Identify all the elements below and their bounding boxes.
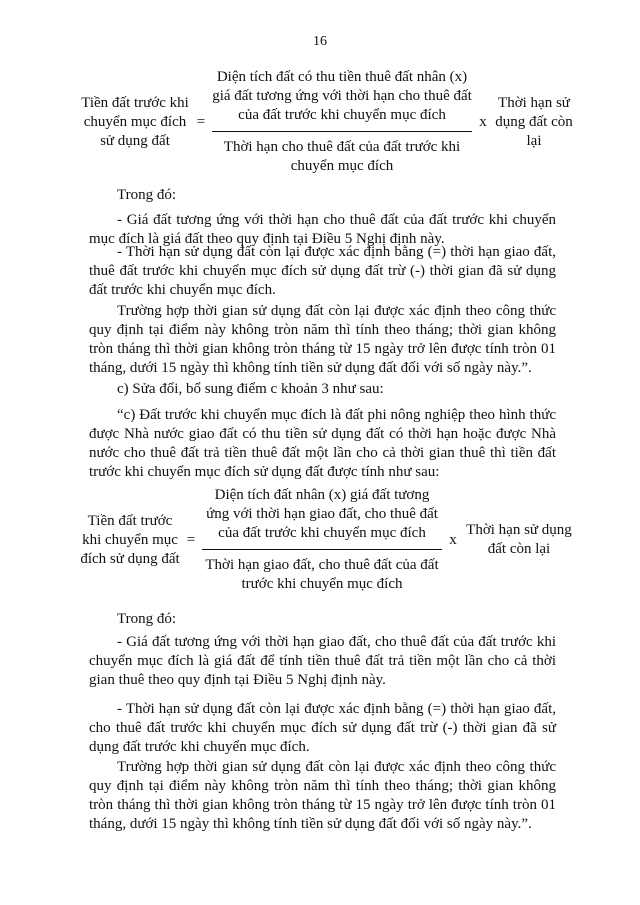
paragraph-truong-hop-2: Trường hợp thời gian sử dụng đất còn lại được xác định theo công thức quy định tại điểm này không tròn năm thì tính theo tháng; thời gian không tròn tháng thì thời gian không tròn tháng từ 15 ngày trở lên được tính tròn 01 tháng, dưới 15 ngày thì không tính tiền sử dụng đất đối với số ngày này.”. — [89, 759, 556, 832]
formula-2-lhs: Tiền đất trước khi chuyển mục đích sử dụng đất — [80, 512, 180, 567]
formula-1-equals: = — [196, 113, 206, 130]
formula-1-numerator: Diện tích đất có thu tiền thuê đất nhân (x) giá đất tương ứng với thời hạn cho thuê đất của đất trước khi chuyển mục đích — [212, 68, 472, 132]
formula-1-lhs: Tiền đất trước khi chuyển mục đích sử dụng đất — [81, 94, 189, 149]
formula-2-denominator: Thời hạn giao đất, cho thuê đất của đất trước khi chuyển mục đích — [205, 557, 439, 592]
formula-2-times: x — [449, 531, 457, 548]
paragraph-trong-do-2: Trong đó: — [117, 611, 177, 627]
paragraph-gia-dat-1: - Giá đất tương ứng với thời hạn cho thuê đất của đất trước khi chuyển mục đích là giá đất theo quy định tại Điều 5 Nghị định này. — [89, 212, 556, 247]
formula-2-fraction — [202, 486, 442, 594]
paragraph-sua-doi: c) Sửa đổi, bổ sung điểm c khoản 3 như sau: — [117, 381, 384, 397]
page-number: 16 — [313, 34, 327, 49]
paragraph-truong-hop-1: Trường hợp thời gian sử dụng đất còn lại được xác định theo công thức quy định tại điểm này không tròn năm thì tính theo tháng; thời gian không tròn tháng thì thời gian không tròn tháng từ 15 ngày trở lên được tính tròn 01 tháng, dưới 15 ngày thì không tính tiền sử dụng đất đối với số ngày này.”. — [89, 303, 556, 376]
paragraph-diem-c: “c) Đất trước khi chuyển mục đích là đất phi nông nghiệp theo hình thức được Nhà nước giao đất có thu tiền sử dụng đất có thời hạn hoặc được Nhà nước cho thuê đất trả tiền thuê đất một lần cho cả thời gian thuê thì tiền đất trước khi chuyển mục đích sử dụng đất được tính như sau: — [89, 407, 556, 480]
formula-2-rhs: Thời hạn sử dụng đất còn lại — [466, 522, 572, 557]
formula-1-fraction — [212, 68, 472, 176]
formula-1 — [80, 66, 600, 178]
paragraph-trong-do-1: Trong đó: — [117, 187, 177, 203]
formula-1-times: x — [479, 113, 487, 130]
formula-2-equals: = — [186, 531, 196, 548]
paragraph-thoi-han-2: - Thời hạn sử dụng đất còn lại được xác định bằng (=) thời hạn giao đất, cho thuê đất trước khi chuyển mục đích sử dụng đất trừ (-) thời gian đã sử dụng đất trước khi chuyển mục đích. — [89, 701, 556, 755]
formula-1-rhs: Thời hạn sử dụng đất còn lại — [495, 94, 573, 149]
formula-1-denominator: Thời hạn cho thuê đất của đất trước khi chuyển mục đích — [223, 139, 461, 174]
formula-2-numerator: Diện tích đất nhân (x) giá đất tương ứng với thời hạn giao đất, cho thuê đất của đất trước khi chuyển mục đích — [202, 486, 442, 550]
paragraph-thoi-han-1: - Thời hạn sử dụng đất còn lại được xác định bằng (=) thời hạn giao đất, thuê đất trước khi chuyển mục đích sử dụng đất trừ (-) thời gian đã sử dụng đất trước khi chuyển mục đích. — [89, 244, 556, 298]
paragraph-gia-dat-2: - Giá đất tương ứng với thời hạn giao đất, cho thuê đất của đất trước khi chuyển mục đích là giá đất để tính tiền thuê đất trả tiền một lần cho cả thời gian thuê theo quy định tại Điều 5 Nghị định này. — [89, 634, 556, 688]
formula-2 — [80, 484, 600, 596]
